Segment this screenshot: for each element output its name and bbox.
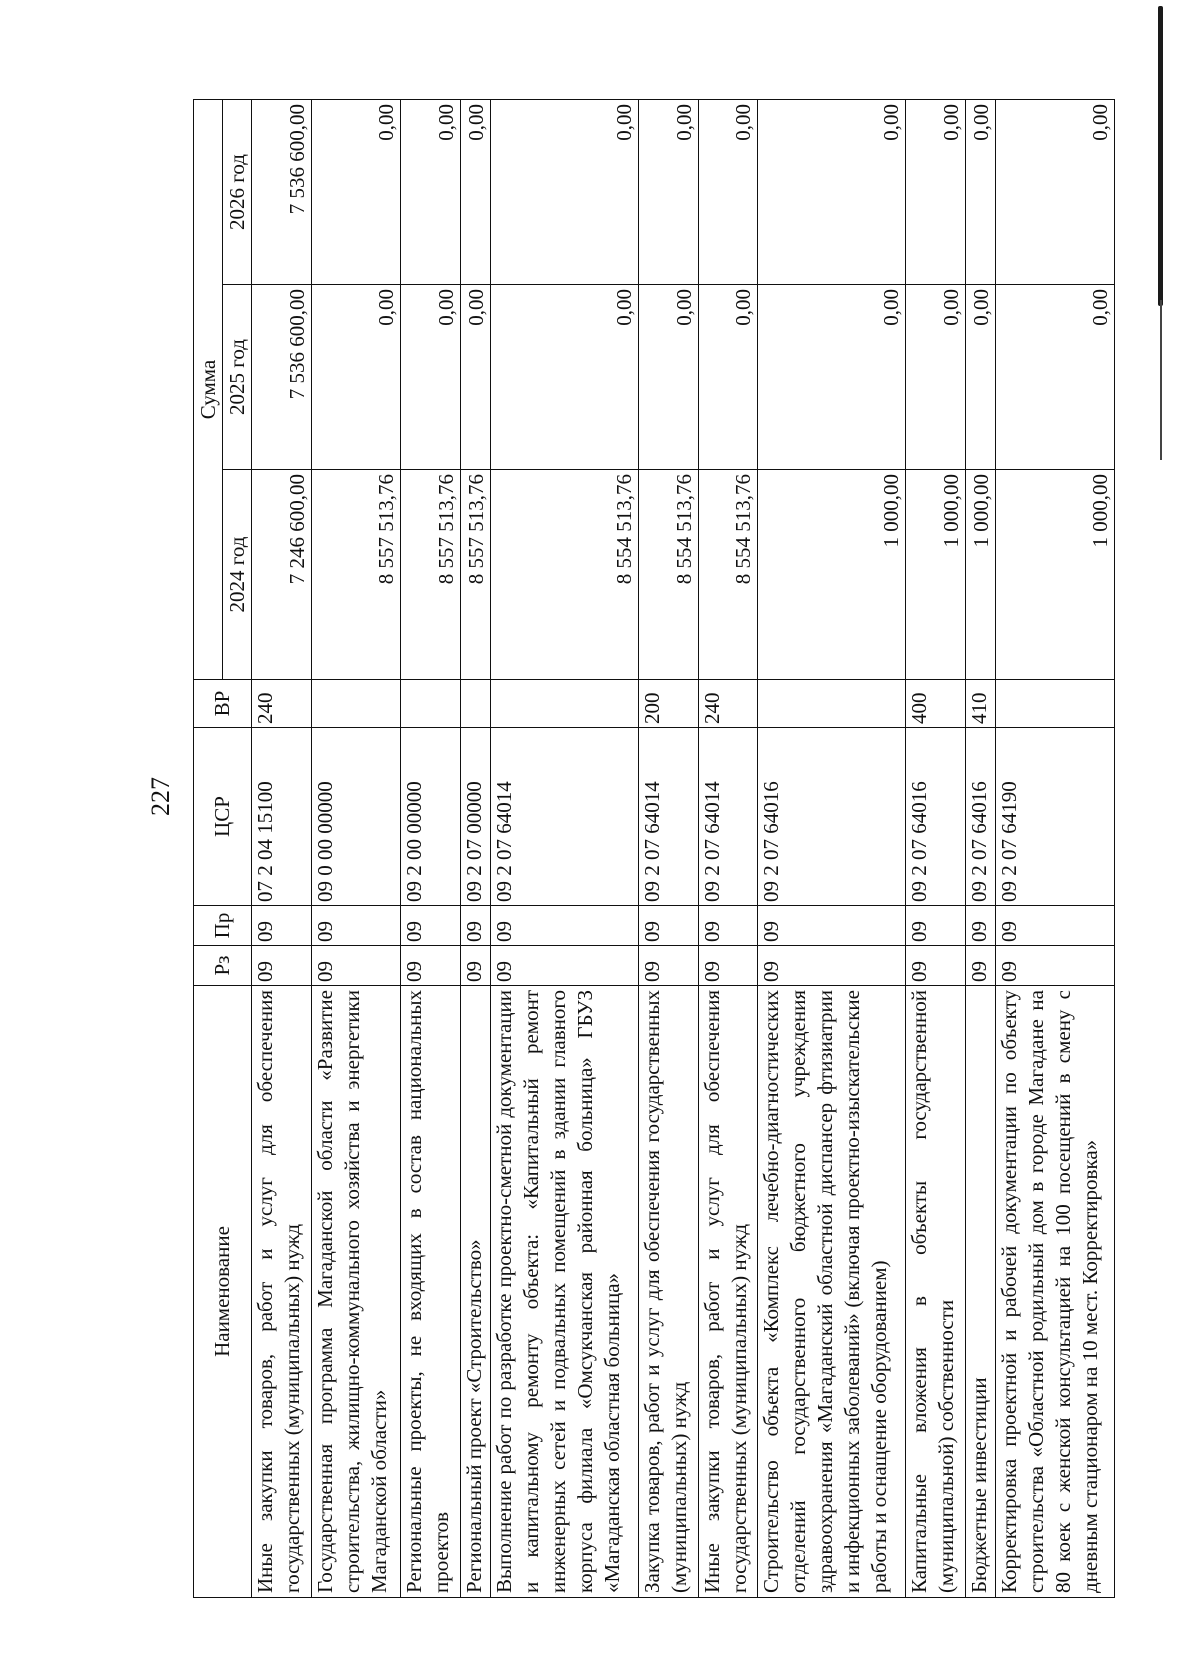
row-name: Бюджетные инвестиции — [966, 986, 996, 1598]
row-sum-2024: 8 557 513,76 — [460, 470, 490, 680]
row-sum-2026: 0,00 — [311, 99, 400, 284]
row-csr: 09 2 07 64014 — [491, 728, 639, 906]
row-rz: 09 — [758, 946, 906, 986]
row-rz: 09 — [311, 946, 400, 986]
row-pr: 09 — [491, 906, 639, 946]
row-pr: 09 — [460, 906, 490, 946]
row-name: Выполнение работ по разработке проектно-сметной документации и капитальному ремонту объекта: «Капитальный ремонт инженерных сетей и подвальных помещений в здании главного корпуса филиала «Омсукчанская районная больница» ГБУЗ «Магаданская областная больница» — [491, 986, 639, 1598]
row-pr: 09 — [698, 906, 758, 946]
row-sum-2024: 1 000,00 — [966, 470, 996, 680]
table-row — [966, 99, 996, 1597]
row-sum-2024: 8 554 513,76 — [638, 470, 698, 680]
row-sum-2026: 0,00 — [698, 99, 758, 284]
row-csr: 09 2 07 64014 — [698, 728, 758, 906]
row-csr: 09 2 07 64190 — [996, 728, 1115, 906]
row-sum-2025: 0,00 — [311, 285, 400, 470]
row-sum-2026: 0,00 — [460, 99, 490, 284]
header-rz: Рз — [194, 946, 252, 986]
row-sum-2025: 0,00 — [491, 285, 639, 470]
row-vr: 400 — [906, 680, 966, 728]
row-rz: 09 — [698, 946, 758, 986]
row-vr: 410 — [966, 680, 996, 728]
row-sum-2024: 1 000,00 — [996, 470, 1115, 680]
header-sum: Сумма — [194, 99, 223, 679]
row-vr — [400, 680, 460, 728]
row-sum-2024: 8 557 513,76 — [311, 470, 400, 680]
row-csr: 09 2 00 00000 — [400, 728, 460, 906]
row-vr — [460, 680, 490, 728]
row-pr: 09 — [906, 906, 966, 946]
row-sum-2026: 0,00 — [996, 99, 1115, 284]
row-sum-2026: 0,00 — [758, 99, 906, 284]
row-name: Иные закупки товаров, работ и услуг для обеспечения государственных (муниципальных) нужд — [698, 986, 758, 1598]
row-name: Строительство объекта «Комплекс лечебно-диагностических отделений государственного бюджетного учреждения здравоохранения «Магаданский областной диспансер фтизиатрии и инфекционных заболеваний» (включая проектно-изыскательские работы и оснащение оборудованием) — [758, 986, 906, 1598]
row-sum-2025: 0,00 — [758, 285, 906, 470]
row-name: Иные закупки товаров, работ и услуг для обеспечения государственных (муниципальных) нужд — [252, 986, 312, 1598]
row-csr: 09 2 07 64016 — [966, 728, 996, 906]
row-sum-2026: 0,00 — [491, 99, 639, 284]
table-row — [758, 99, 906, 1597]
row-vr: 200 — [638, 680, 698, 728]
table-row — [460, 99, 490, 1597]
row-csr: 09 0 00 00000 — [311, 728, 400, 906]
row-sum-2025: 0,00 — [906, 285, 966, 470]
header-pr: Пр — [194, 906, 252, 946]
table-row — [252, 99, 312, 1597]
header-row-top — [194, 99, 223, 1597]
row-rz: 09 — [906, 946, 966, 986]
header-year-2026: 2026 год — [223, 99, 252, 284]
row-pr: 09 — [996, 906, 1115, 946]
row-vr — [996, 680, 1115, 728]
row-vr: 240 — [252, 680, 312, 728]
row-name: Государственная программа Магаданской области «Развитие строительства, жилищно-коммунального хозяйства и энергетики Магаданской области» — [311, 986, 400, 1598]
row-name: Региональный проект «Строительство» — [460, 986, 490, 1598]
rotated-table-wrapper — [193, 100, 1115, 1598]
scan-edge-mark-thin — [1160, 300, 1162, 460]
row-sum-2024: 8 554 513,76 — [698, 470, 758, 680]
table-row — [996, 99, 1115, 1597]
row-sum-2024: 7 246 600,00 — [252, 470, 312, 680]
table-row — [491, 99, 639, 1597]
row-sum-2026: 0,00 — [966, 99, 996, 284]
header-year-2024: 2024 год — [223, 470, 252, 680]
row-pr: 09 — [311, 906, 400, 946]
table-row — [311, 99, 400, 1597]
row-name: Капитальные вложения в объекты государственной (муниципальной) собственности — [906, 986, 966, 1598]
row-rz: 09 — [638, 946, 698, 986]
row-sum-2026: 0,00 — [906, 99, 966, 284]
table-row — [638, 99, 698, 1597]
table-row — [906, 99, 966, 1597]
row-rz: 09 — [491, 946, 639, 986]
row-vr — [311, 680, 400, 728]
row-name: Корректировка проектной и рабочей документации по объекту строительства «Областной родильный дом в городе Магадане на 80 коек с женской консультацией на 100 посещений в смену с дневным стационаром на 10 мест. Корректировка» — [996, 986, 1115, 1598]
header-name: Наименование — [194, 986, 252, 1598]
row-csr: 09 2 07 64016 — [758, 728, 906, 906]
header-year-2025: 2025 год — [223, 285, 252, 470]
row-csr: 09 2 07 64016 — [906, 728, 966, 906]
row-rz: 09 — [966, 946, 996, 986]
row-pr: 09 — [252, 906, 312, 946]
row-sum-2025: 0,00 — [638, 285, 698, 470]
row-name: Региональные проекты, не входящих в состав национальных проектов — [400, 986, 460, 1598]
row-sum-2025: 7 536 600,00 — [252, 285, 312, 470]
row-vr: 240 — [698, 680, 758, 728]
header-vr: ВР — [194, 680, 252, 728]
row-vr — [758, 680, 906, 728]
row-csr: 09 2 07 64014 — [638, 728, 698, 906]
page-number: 227 — [146, 777, 175, 816]
row-sum-2025: 0,00 — [966, 285, 996, 470]
header-csr: ЦСР — [194, 728, 252, 906]
row-csr: 07 2 04 15100 — [252, 728, 312, 906]
row-sum-2024: 8 554 513,76 — [491, 470, 639, 680]
row-sum-2025: 0,00 — [400, 285, 460, 470]
row-sum-2024: 1 000,00 — [758, 470, 906, 680]
row-sum-2024: 8 557 513,76 — [400, 470, 460, 680]
row-pr: 09 — [638, 906, 698, 946]
row-csr: 09 2 07 00000 — [460, 728, 490, 906]
row-sum-2026: 0,00 — [638, 99, 698, 284]
row-rz: 09 — [252, 946, 312, 986]
row-rz: 09 — [400, 946, 460, 986]
row-sum-2026: 7 536 600,00 — [252, 99, 312, 284]
scan-edge-mark — [1158, 6, 1163, 306]
row-name: Закупка товаров, работ и услуг для обеспечения государственных (муниципальных) нужд — [638, 986, 698, 1598]
row-pr: 09 — [758, 906, 906, 946]
row-pr: 09 — [400, 906, 460, 946]
row-rz: 09 — [460, 946, 490, 986]
row-rz: 09 — [996, 946, 1115, 986]
row-sum-2025: 0,00 — [460, 285, 490, 470]
row-sum-2025: 0,00 — [996, 285, 1115, 470]
row-sum-2026: 0,00 — [400, 99, 460, 284]
budget-table — [193, 99, 1115, 1598]
table-row — [698, 99, 758, 1597]
row-vr — [491, 680, 639, 728]
row-sum-2024: 1 000,00 — [906, 470, 966, 680]
row-sum-2025: 0,00 — [698, 285, 758, 470]
table-row — [400, 99, 460, 1597]
row-pr: 09 — [966, 906, 996, 946]
